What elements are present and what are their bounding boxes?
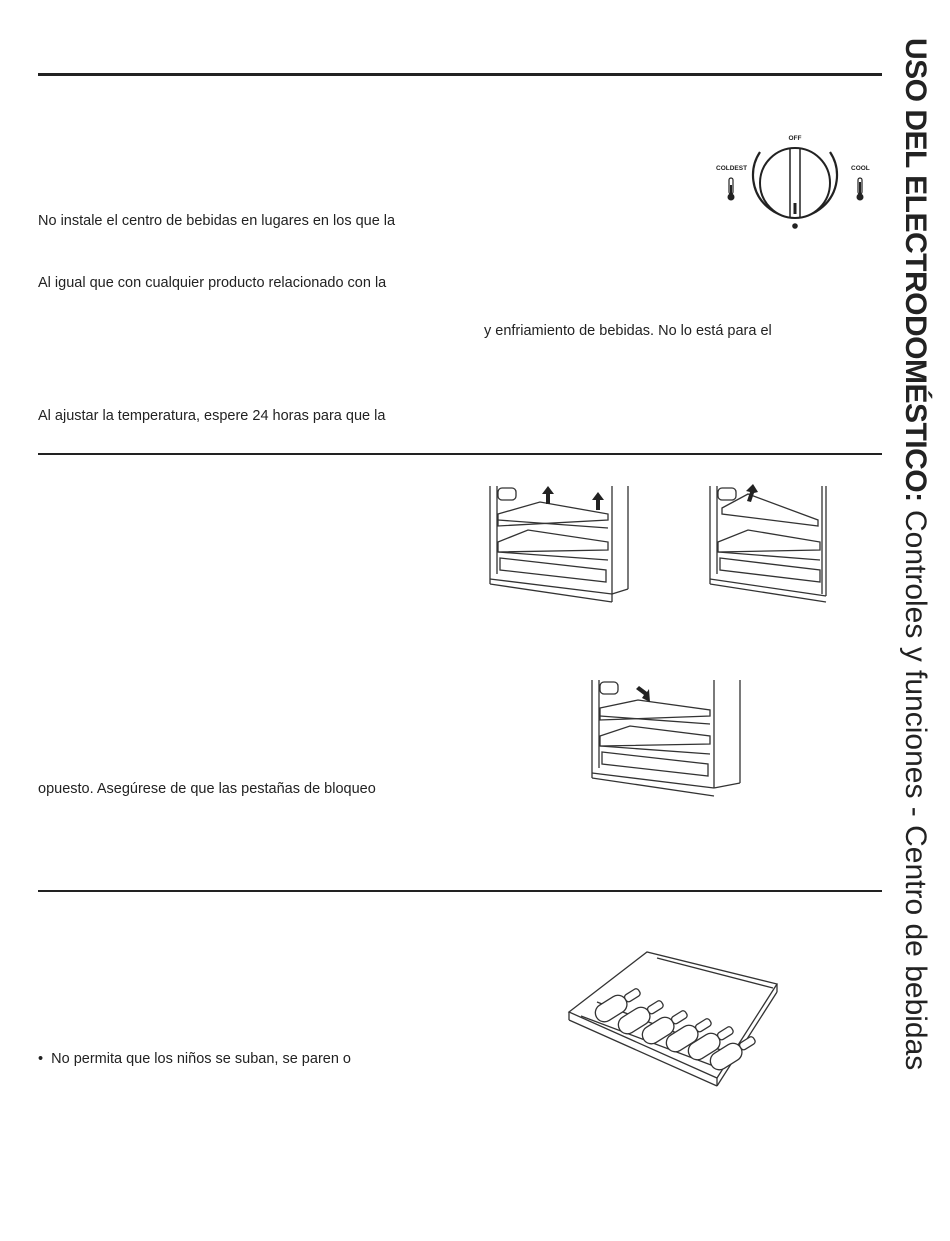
section-divider-top [38, 73, 882, 76]
dial-label-top: OFF [788, 135, 802, 142]
shelves-text-line-1: opuesto. Asegúrese de que las pestañas de bloqueo [38, 781, 376, 797]
section-divider-middle [38, 453, 882, 455]
temperature-text-line-4: Al ajustar la temperatura, espere 24 horas para que la [38, 408, 386, 424]
temperature-dial-illustration [710, 128, 880, 238]
sidebar-title [895, 38, 935, 1168]
thermometer-cold-icon [728, 178, 735, 201]
sidebar-title-bold: USO DEL ELECTRODOMÉSTICO: [899, 38, 932, 502]
arrow-up-icon [542, 486, 604, 510]
shelf-removal-illustration-1 [488, 484, 643, 619]
shelf-insert-illustration [590, 678, 745, 813]
thermometer-cool-icon [857, 178, 864, 201]
sidebar-title-rest: Controles y funciones - Centro de bebidas [899, 501, 932, 1071]
wine-rack-illustration [567, 950, 782, 1085]
dial-label-right: COOL [851, 165, 870, 172]
shelf-removal-illustration-2 [708, 484, 863, 619]
section-divider-bottom [38, 890, 882, 892]
dial-label-left: COLDEST [716, 165, 748, 172]
bullet-icon: • [38, 1051, 52, 1067]
temperature-text-line-3: y enfriamiento de bebidas. No lo está para el [484, 323, 772, 339]
wine-rack-bullet-1 [38, 1050, 351, 1068]
wine-rack-bullet-1-text: No permita que los niños se suban, se paren o [51, 1051, 351, 1067]
arrow-up-icon [746, 484, 758, 502]
dial-indicator-dot [792, 223, 798, 229]
temperature-text-line-1: No instale el centro de bebidas en lugares en los que la [38, 213, 396, 229]
temperature-text-line-2: Al igual que con cualquier producto relacionado con la [38, 275, 387, 291]
